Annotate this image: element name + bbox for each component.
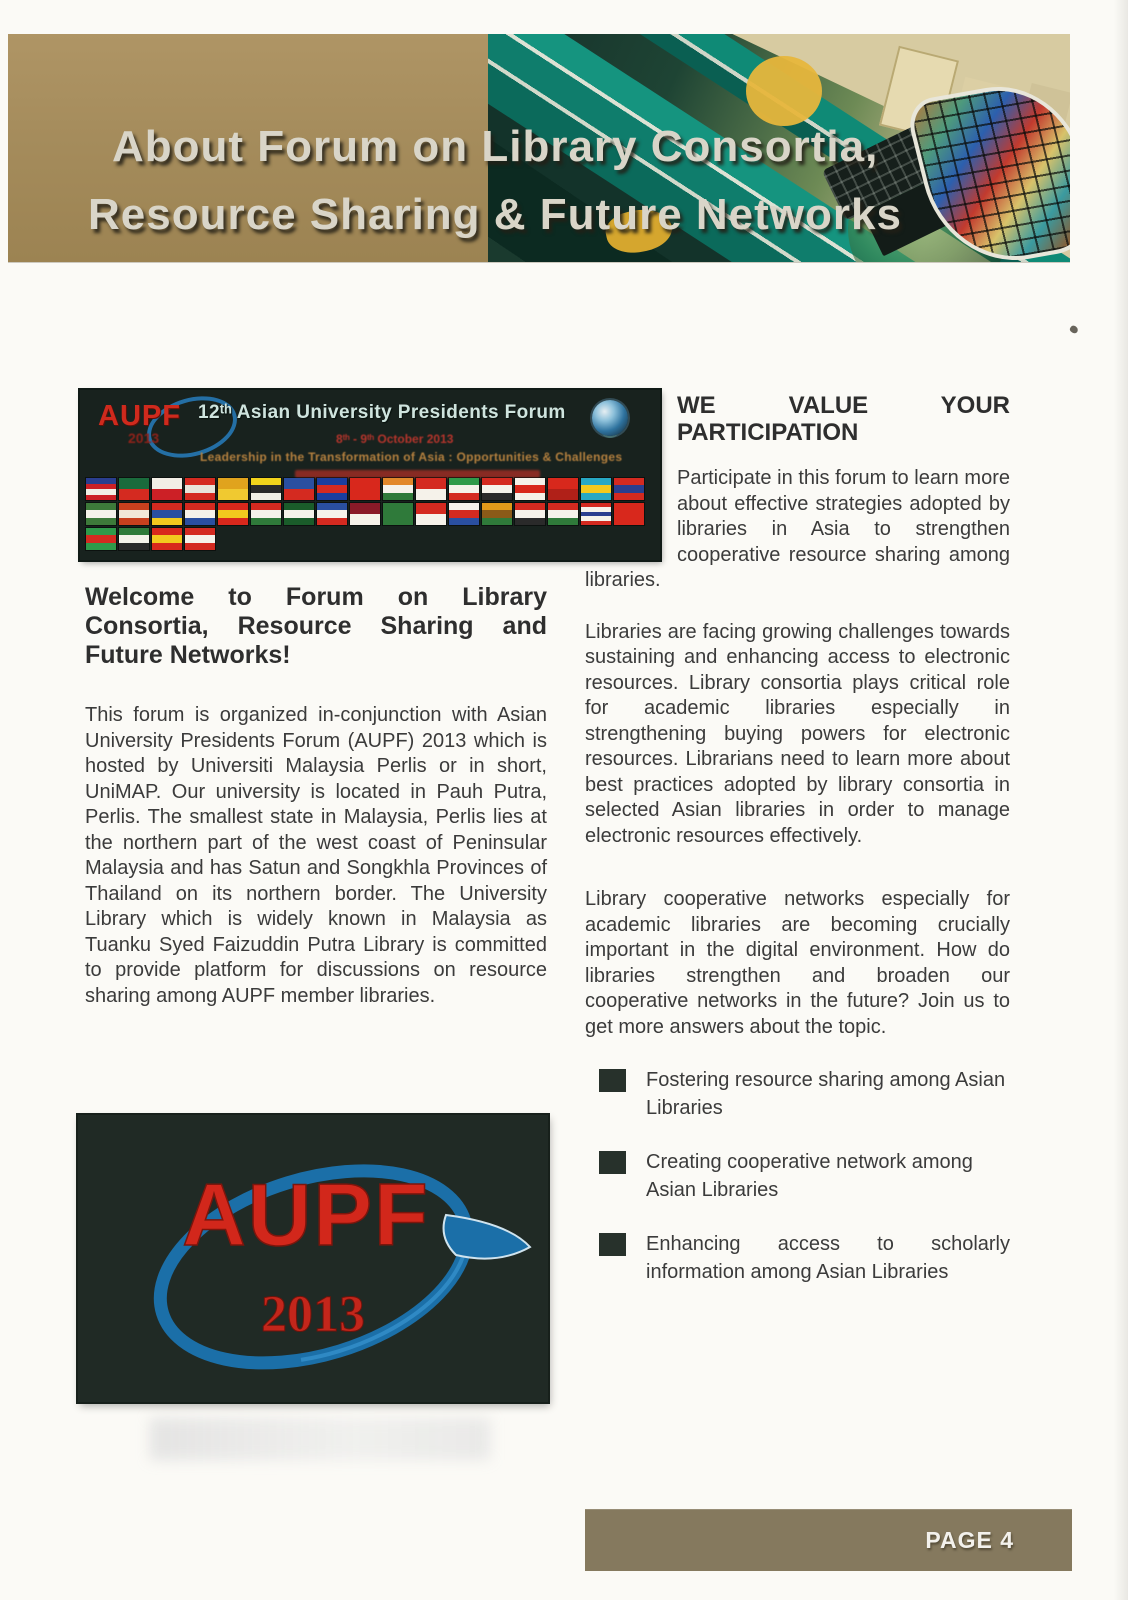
welcome-heading <box>85 583 547 670</box>
country-flag-icon <box>416 503 446 525</box>
aupf-2013-logo-graphic <box>78 1115 548 1402</box>
scan-ghosting-artifact <box>150 1418 490 1460</box>
participation-heading: WE VALUE YOUR PARTICIPATION <box>677 392 1010 446</box>
square-bullet-icon <box>599 1233 626 1256</box>
welcome-body-paragraph: This forum is organized in-conjunction with Asian University Presidents Forum (AUPF) 2013 which is hosted by Universiti Malaysia Perlis or in short, UniMAP. Our university is located in Pauh Putra, Perlis. The smallest state in Malaysia, Perlis lies at the northern part of the west coast of Peninsular Malaysia and has Satun and Songkhla Provinces of Thailand on its northern border. The University Library which is widely known in Malaysia as Tuanku Syed Faizuddin Putra Library is committed to provide platform for discussions on resource sharing among AUPF member libraries. <box>85 704 547 1007</box>
country-flag-icon <box>284 503 314 525</box>
country-flag-icon <box>86 528 116 550</box>
aupf-event-banner-image <box>80 390 660 560</box>
page-number-label: PAGE 4 <box>925 1526 1014 1553</box>
country-flag-icon <box>449 478 479 500</box>
logo-swoosh-wing <box>444 1215 530 1259</box>
country-flag-icon <box>284 478 314 500</box>
country-flag-icon <box>152 528 182 550</box>
list-item <box>585 1148 1010 1204</box>
logo-year-text: 2013 <box>261 1286 365 1343</box>
country-flag-icon <box>317 478 347 500</box>
welcome-heading-line2: Consortia, Resource Sharing and <box>85 612 547 640</box>
aupf-logo-text: AUPF <box>98 400 181 432</box>
country-flag-icon <box>449 503 479 525</box>
list-item <box>585 1066 1010 1122</box>
country-flag-icon <box>350 503 380 525</box>
flag-row-3 <box>86 528 654 550</box>
scan-edge-shadow <box>1114 0 1128 1600</box>
country-flag-icon <box>251 478 281 500</box>
list-item <box>585 1230 1010 1286</box>
country-flag-icon <box>119 503 149 525</box>
country-flag-icon <box>251 503 281 525</box>
aupf-logo-year: 2013 <box>128 430 160 446</box>
country-flag-icon <box>416 478 446 500</box>
country-flag-icon <box>317 503 347 525</box>
participation-paragraph-3: Library cooperative networks especially for academic libraries are becoming crucially important in the digital environment. How do libraries strengthen and broaden our cooperative networks in the future? Join us to get more answers about the topic. <box>585 888 1010 1038</box>
country-flag-icon <box>482 478 512 500</box>
country-flag-icon <box>152 478 182 500</box>
list-item-text: Creating cooperative network among Asian Libraries <box>646 1151 973 1201</box>
page-title-line1: About Forum on Library Consortia, <box>112 122 879 171</box>
square-bullet-icon <box>599 1069 626 1092</box>
country-flag-icon <box>185 503 215 525</box>
aupf-banner-subtext-illegible <box>295 470 540 478</box>
page-title-line2: Resource Sharing & Future Networks <box>88 190 902 239</box>
country-flag-icon <box>119 478 149 500</box>
right-column <box>585 392 1010 1312</box>
country-flag-icon <box>119 528 149 550</box>
country-flag-icon <box>152 503 182 525</box>
country-flag-icon <box>86 503 116 525</box>
country-flag-icon <box>548 478 578 500</box>
header-banner <box>8 34 1070 262</box>
aupf-banner-theme: Leadership in the Transformation of Asia : Opportunities & Challenges <box>200 450 623 464</box>
country-flag-icon <box>218 478 248 500</box>
flag-row-1 <box>86 478 654 500</box>
welcome-heading-line3: Future Networks! <box>85 641 291 669</box>
welcome-heading-line1: Welcome to Forum on Library <box>85 583 547 611</box>
country-flag-icon <box>482 503 512 525</box>
banner-overlap-spacer <box>585 392 677 564</box>
country-flag-icon <box>383 503 413 525</box>
list-item-text: Fostering resource sharing among Asian Libraries <box>646 1069 1006 1119</box>
aupf-banner-date: 8ᵗʰ - 9ᵗʰ October 2013 <box>336 432 454 446</box>
country-flag-icon <box>350 478 380 500</box>
participation-paragraph-1: Participate in this forum to learn more about effective strategies adopted by libraries in Asia to strengthen cooperative resource sharing among libraries. <box>585 467 1010 591</box>
country-flag-icon <box>515 503 545 525</box>
participation-paragraph-2: Libraries are facing growing challenges towards sustaining and enhancing access to electronic resources. Library consortia plays critical role for academic libraries especially in strengthening buying powers for electronic resources. Librarians need to learn more about best practices adopted by library consortia in selected Asian libraries in order to manage electronic resources effectively. <box>585 620 1010 847</box>
logo-aupf-text: AUPF <box>182 1165 430 1264</box>
country-flag-icon <box>86 478 116 500</box>
forum-topics-list <box>585 1066 1010 1286</box>
scan-speck-artifact <box>1069 324 1080 334</box>
asian-flags-strip <box>86 478 654 553</box>
flag-row-2 <box>86 503 654 525</box>
country-flag-icon <box>185 478 215 500</box>
aupf-banner-title: 12ᵗʰ Asian University Presidents Forum <box>198 402 566 423</box>
country-flag-icon <box>218 503 248 525</box>
footer-bar <box>585 1509 1072 1571</box>
square-bullet-icon <box>599 1151 626 1174</box>
country-flag-icon <box>383 478 413 500</box>
page-title <box>8 34 1070 262</box>
country-flag-icon <box>548 503 578 525</box>
country-flag-icon <box>185 528 215 550</box>
country-flag-icon <box>515 478 545 500</box>
list-item-text: Enhancing access to scholarly information among Asian Libraries <box>646 1233 1010 1283</box>
aupf-2013-logo-image <box>78 1115 548 1402</box>
